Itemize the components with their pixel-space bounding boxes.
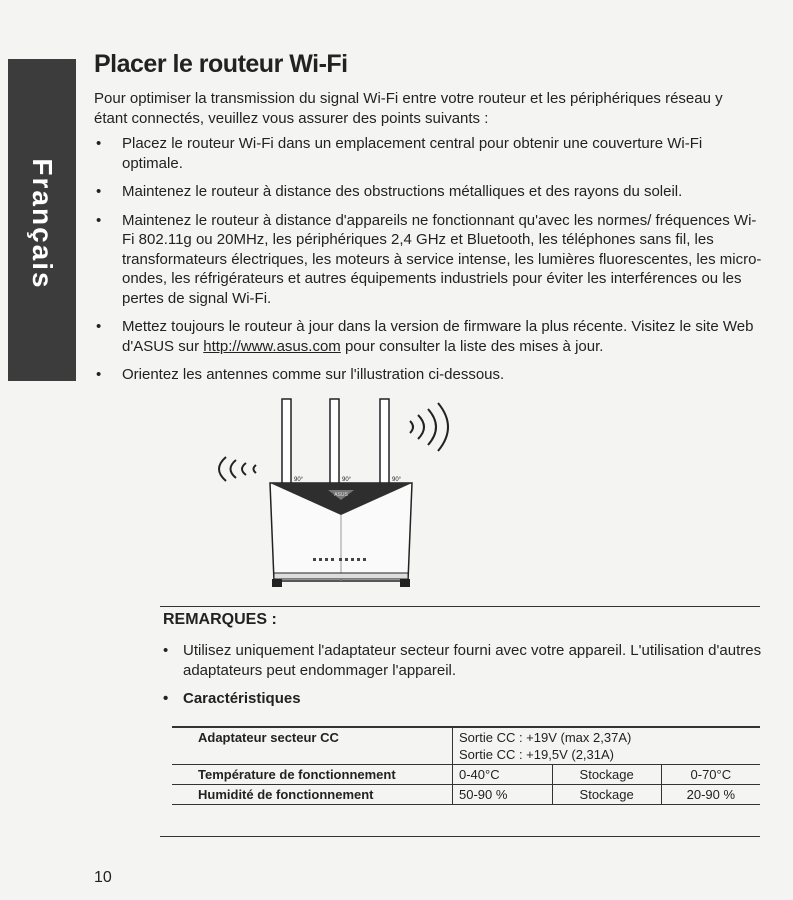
specifications-table [172, 726, 760, 805]
temperature-operating: 0-40°C [453, 765, 553, 785]
list-item: • Orientez les antennes comme sur l'illustration ci-dessous. [94, 365, 764, 385]
notes-heading: REMARQUES : [163, 611, 277, 628]
firmware-text-start: Mettez toujours le routeur à jour dans la version de firmware la plus récente. Visitez le site Web d'ASUS sur [122, 318, 754, 355]
page-number: 10 [94, 869, 112, 886]
temperature-label: Température de fonctionnement [172, 765, 453, 785]
placement-tips-list [94, 134, 764, 394]
list-item: • Maintenez le routeur à distance des obstructions métalliques et des rayons du soleil. [94, 182, 764, 202]
list-item: • Placez le routeur Wi-Fi dans un emplacement central pour obtenir une couverture Wi-Fi optimale. [94, 134, 764, 173]
humidity-operating: 50-90 % [453, 785, 553, 805]
humidity-storage-label: Stockage [552, 785, 661, 805]
antenna-right [380, 399, 389, 485]
notes-list [163, 641, 763, 717]
adapter-label: Adaptateur secteur CC [172, 727, 453, 765]
brand-logo: ASUS [334, 492, 348, 498]
antenna-angle-right: 90° [392, 477, 402, 483]
adapter-output-2: Sortie CC : +19,5V (2,31A) [459, 747, 614, 762]
router-body [270, 483, 412, 587]
list-item: • Maintenez le routeur à distance d'appareils ne fonctionnant qu'avec les normes/ fréquences Wi-Fi 802.11g ou 20MHz, les périphériques 2,4 GHz et Bluetooth, les téléphones sans fil, les transformateurs électriques, les moteurs à service intense, les lumières fluorescentes, les micro-ondes, les réfrigérateurs et autres équipements industriels pour éviter les interférences ou les pertes de signal Wi-Fi. [94, 211, 764, 309]
page-title: Placer le routeur Wi-Fi [94, 50, 348, 78]
antenna-angle-left: 90° [294, 477, 304, 483]
asus-website-link[interactable]: http://www.asus.com [203, 337, 341, 355]
adapter-values [453, 727, 761, 765]
intro-paragraph: Pour optimiser la transmission du signal Wi-Fi entre votre routeur et les périphériques réseau y étant connectés, veuillez vous assurer des points suivants : [94, 90, 723, 127]
humidity-label: Humidité de fonctionnement [172, 785, 453, 805]
list-item: • Utilisez uniquement l'adaptateur secteur fourni avec votre appareil. L'utilisation d'autres adaptateurs peut endommager l'appareil. [163, 641, 763, 681]
notes-bottom-divider [160, 836, 760, 837]
humidity-storage: 20-90 % [661, 785, 760, 805]
language-tab [8, 59, 76, 381]
wifi-signal-left-icon [219, 457, 256, 481]
wifi-signal-right-icon [410, 403, 448, 451]
antenna-middle [330, 399, 339, 485]
temperature-storage: 0-70°C [661, 765, 760, 785]
antenna-angle-middle: 90° [342, 477, 352, 483]
router-antenna-illustration [200, 395, 470, 595]
language-tab-label: Français [27, 158, 58, 290]
list-item: • Caractéristiques [163, 689, 763, 709]
notes-top-divider [160, 606, 760, 607]
list-item [94, 317, 764, 356]
antenna-left [282, 399, 291, 485]
table-row [172, 785, 760, 805]
adapter-output-1: Sortie CC : +19V (max 2,37A) [459, 730, 632, 745]
table-row [172, 727, 760, 765]
temperature-storage-label: Stockage [552, 765, 661, 785]
status-led-row [313, 558, 366, 561]
table-row [172, 765, 760, 785]
firmware-text-end: pour consulter la liste des mises à jour. [340, 337, 604, 355]
